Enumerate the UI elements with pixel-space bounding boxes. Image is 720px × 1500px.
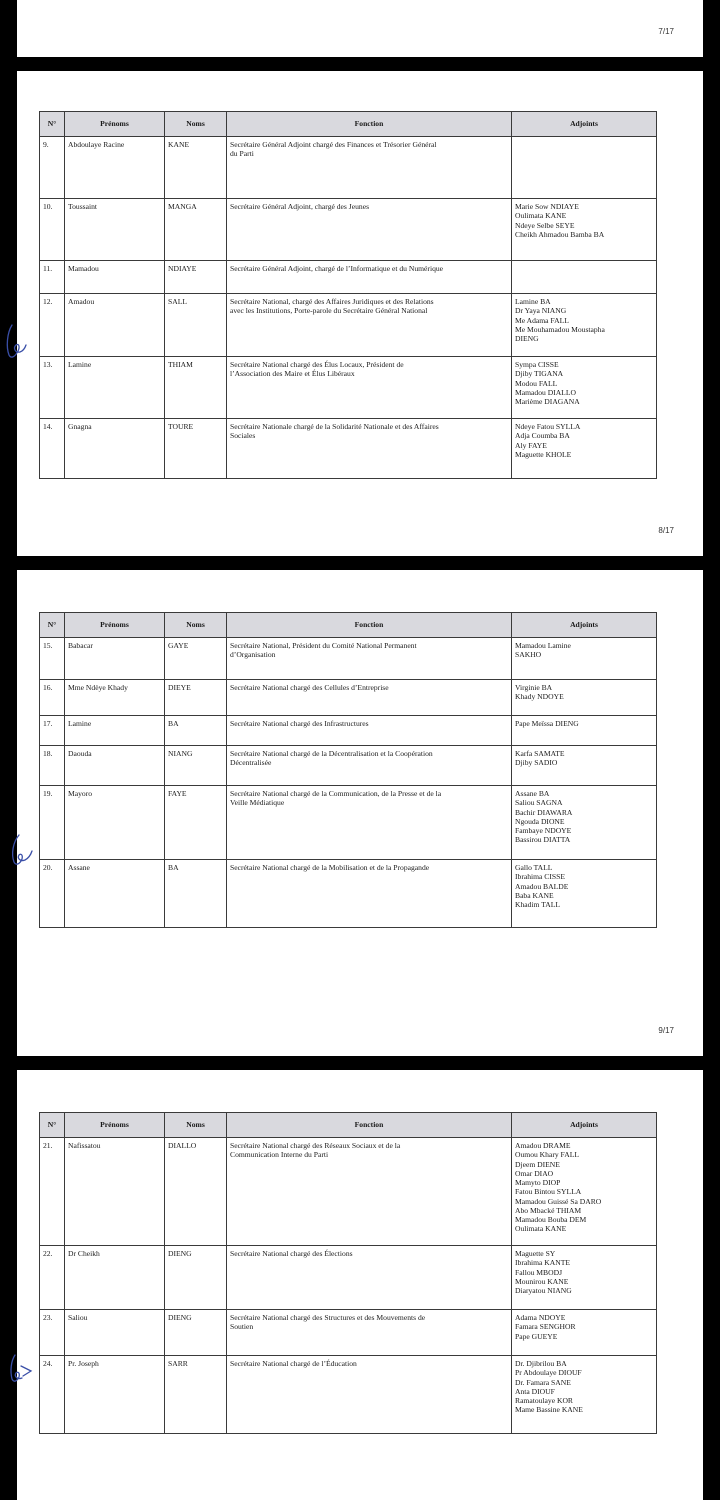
- fonction-line: Décentralisée: [230, 758, 272, 768]
- fonction-line: Secrétaire National chargé de l’Éducation: [230, 1359, 357, 1368]
- table-row: [40, 860, 657, 928]
- row-adjoints: [512, 746, 657, 786]
- row-number: 10.: [40, 199, 65, 261]
- header-fonction: Fonction: [227, 613, 512, 638]
- row-fonction: [227, 294, 512, 357]
- row-adjoints: [512, 1246, 657, 1310]
- row-number: 9.: [40, 137, 65, 199]
- row-fonction: [227, 1356, 512, 1434]
- fonction-line: Secrétaire National chargé des Cellules d’Entreprise: [230, 683, 389, 692]
- adjoint-name: Pr Abdoulaye DIOUF: [515, 1368, 582, 1378]
- fonction-line: Secrétaire Général Adjoint, chargé des Jeunes: [230, 202, 370, 211]
- row-nom: NIANG: [165, 746, 227, 786]
- row-prenom: Mme Ndèye Khady: [65, 680, 165, 716]
- row-number: 11.: [40, 261, 65, 294]
- adjoint-name: Mamadou Lamine: [515, 641, 571, 650]
- adjoint-name: Ramatoulaye KOR: [515, 1396, 573, 1405]
- adjoint-name: Khadim TALL: [515, 900, 561, 909]
- row-prenom: Nafissatou: [65, 1138, 165, 1246]
- row-fonction: [227, 261, 512, 294]
- adjoint-name: Me Mouhamadou Moustapha: [515, 324, 605, 334]
- table-row: [40, 680, 657, 716]
- row-prenom: Assane: [65, 860, 165, 928]
- row-nom: SARR: [165, 1356, 227, 1434]
- row-adjoints: [512, 357, 657, 419]
- fonction-line: Soutien: [230, 1322, 254, 1332]
- fonction-line: Secrétaire National chargé de la Décentralisation et la Coopération: [230, 749, 433, 758]
- row-adjoints: [512, 137, 657, 199]
- adjoint-name: Adama NDOYE: [515, 1313, 566, 1322]
- adjoint-name: Virginie BA: [515, 683, 553, 692]
- row-adjoints: [512, 786, 657, 860]
- row-adjoints: [512, 294, 657, 357]
- adjoint-name: Dr. Famara SANE: [515, 1377, 571, 1387]
- header-prenoms: Prénoms: [65, 613, 165, 638]
- page-number: 8/17: [658, 526, 674, 535]
- row-number: 12.: [40, 294, 65, 357]
- adjoint-name: Amadou BALDE: [515, 881, 569, 891]
- fonction-line: l’Association des Maire et Élus Libéraux: [230, 369, 355, 379]
- row-prenom: Saliou: [65, 1310, 165, 1356]
- row-nom: FAYE: [165, 786, 227, 860]
- row-prenom: Dr Cheikh: [65, 1246, 165, 1310]
- header-adjoints: Adjoints: [512, 112, 657, 137]
- adjoint-name: Marième DIAGANA: [515, 397, 580, 406]
- adjoint-name: Mamadou DIALLO: [515, 387, 576, 397]
- adjoint-name: Maguette KHOLE: [515, 449, 572, 459]
- fonction-line: Secrétaire National chargé de la Mobilisation et de la Propagande: [230, 863, 430, 872]
- adjoint-name: Bassirou DIATTA: [515, 835, 571, 845]
- table-row: [40, 294, 657, 357]
- row-adjoints: [512, 860, 657, 928]
- adjoint-name: Adja Coumba BA: [515, 431, 570, 441]
- fonction-line: Secrétaire National chargé des Réseaux Sociaux et de la: [230, 1141, 401, 1150]
- row-adjoints: [512, 716, 657, 746]
- header-adjoints: Adjoints: [512, 613, 657, 638]
- document-page: [17, 0, 703, 57]
- row-prenom: Toussaint: [65, 199, 165, 261]
- adjoint-name: Fambaye NDOYE: [515, 826, 572, 835]
- adjoint-name: Oulimata KANE: [515, 211, 567, 221]
- fonction-line: Secrétaire National chargé de la Communication, de la Presse et de la: [230, 789, 442, 798]
- row-prenom: Gnagna: [65, 419, 165, 479]
- adjoint-name: Karfa SAMATE: [515, 749, 565, 758]
- table-header-row: [40, 112, 657, 137]
- row-number: 21.: [40, 1138, 65, 1246]
- adjoint-name: Sympa CISSE: [515, 360, 559, 369]
- initials-signature: [3, 321, 29, 361]
- adjoint-name: Bachir DIAWARA: [515, 807, 573, 817]
- adjoint-name: Gallo TALL: [515, 863, 553, 872]
- header-prenoms: Prénoms: [65, 112, 165, 137]
- row-nom: THIAM: [165, 357, 227, 419]
- adjoint-name: Me Adama FALL: [515, 315, 569, 325]
- table-row: [40, 746, 657, 786]
- adjoint-name: Marie Sow NDIAYE: [515, 202, 579, 211]
- fonction-line: Secrétaire National chargé des Structures et des Mouvements de: [230, 1313, 426, 1322]
- row-nom: BA: [165, 716, 227, 746]
- header-adjoints: Adjoints: [512, 1113, 657, 1138]
- header-fonction: Fonction: [227, 112, 512, 137]
- adjoint-name: Assane BA: [515, 789, 550, 798]
- row-nom: GAYE: [165, 638, 227, 680]
- table-row: [40, 638, 657, 680]
- document-page: [17, 1070, 703, 1500]
- row-number: 18.: [40, 746, 65, 786]
- table-header-row: [40, 1113, 657, 1138]
- header-noms: Noms: [165, 1113, 227, 1138]
- adjoint-name: Mame Bassine KANE: [515, 1405, 583, 1415]
- fonction-line: Communication Interne du Parti: [230, 1150, 329, 1160]
- row-nom: DIENG: [165, 1246, 227, 1310]
- adjoint-name: Oulimata KANE: [515, 1224, 567, 1234]
- adjoint-name: DIENG: [515, 334, 539, 343]
- document-page: [17, 570, 703, 1056]
- row-adjoints: [512, 1356, 657, 1434]
- row-prenom: Lamine: [65, 357, 165, 419]
- header-number: N°: [40, 112, 65, 137]
- adjoint-name: Djeem DIENE: [515, 1159, 560, 1169]
- fonction-line: Secrétaire Général Adjoint, chargé de l’Informatique et du Numérique: [230, 264, 444, 273]
- row-prenom: Abdoulaye Racine: [65, 137, 165, 199]
- adjoint-name: Dr. Djibrilou BA: [515, 1359, 567, 1368]
- adjoint-name: Ndeye Selbe SEYE: [515, 220, 575, 230]
- row-number: 22.: [40, 1246, 65, 1310]
- row-number: 19.: [40, 786, 65, 860]
- table-row: [40, 786, 657, 860]
- initials-signature: [7, 832, 35, 868]
- adjoint-name: Ndeye Fatou SYLLA: [515, 422, 581, 431]
- adjoint-name: Fallou MBODJ: [515, 1267, 563, 1277]
- fonction-line: Secrétaire National, Président du Comité National Permanent: [230, 641, 417, 650]
- adjoint-name: Amadou DRAME: [515, 1141, 571, 1150]
- row-number: 20.: [40, 860, 65, 928]
- adjoint-name: Anta DIOUF: [515, 1386, 555, 1396]
- row-nom: NDIAYE: [165, 261, 227, 294]
- adjoint-name: Saliou SAGNA: [515, 798, 563, 808]
- fonction-line: Veille Médiatique: [230, 798, 285, 808]
- table-row: [40, 1356, 657, 1434]
- row-fonction: [227, 860, 512, 928]
- row-nom: SALL: [165, 294, 227, 357]
- row-fonction: [227, 1310, 512, 1356]
- table-row: [40, 1138, 657, 1246]
- officials-table: [39, 612, 657, 928]
- initials-signature: [5, 1352, 35, 1386]
- adjoint-name: SAKHO: [515, 650, 542, 660]
- adjoint-name: Omar DIAO: [515, 1168, 554, 1178]
- adjoint-name: Baba KANE: [515, 890, 554, 900]
- table-row: [40, 199, 657, 261]
- fonction-line: Sociales: [230, 431, 256, 441]
- adjoint-name: Ibrahima CISSE: [515, 872, 565, 882]
- adjoint-name: Pape GUEYE: [515, 1331, 558, 1341]
- adjoint-name: Khady NDOYE: [515, 692, 564, 702]
- row-fonction: [227, 357, 512, 419]
- row-fonction: [227, 786, 512, 860]
- fonction-line: Secrétaire National chargé des Élus Locaux, Président de: [230, 360, 404, 369]
- row-fonction: [227, 199, 512, 261]
- header-number: N°: [40, 613, 65, 638]
- row-adjoints: [512, 419, 657, 479]
- adjoint-name: Pape Meïssa DIENG: [515, 719, 579, 728]
- row-adjoints: [512, 1310, 657, 1356]
- adjoint-name: Ngouda DIONE: [515, 816, 565, 826]
- row-fonction: [227, 419, 512, 479]
- row-fonction: [227, 716, 512, 746]
- fonction-line: Secrétaire Général Adjoint chargé des Finances et Trésorier Général: [230, 140, 437, 149]
- row-nom: KANE: [165, 137, 227, 199]
- row-number: 13.: [40, 357, 65, 419]
- row-nom: MANGA: [165, 199, 227, 261]
- adjoint-name: Mamadou Guissé Sa DARO: [515, 1196, 602, 1206]
- adjoint-name: Mamadou Bouba DEM: [515, 1215, 587, 1224]
- adjoint-name: Modou FALL: [515, 378, 558, 388]
- row-adjoints: [512, 1138, 657, 1246]
- row-prenom: Amadou: [65, 294, 165, 357]
- fonction-line: Secrétaire National chargé des Élections: [230, 1249, 353, 1258]
- row-fonction: [227, 1246, 512, 1310]
- adjoint-name: Mounirou KANE: [515, 1276, 569, 1286]
- row-prenom: Mamadou: [65, 261, 165, 294]
- table-row: [40, 137, 657, 199]
- fonction-line: du Parti: [230, 149, 254, 159]
- header-noms: Noms: [165, 112, 227, 137]
- adjoint-name: Lamine BA: [515, 297, 551, 306]
- table-header-row: [40, 613, 657, 638]
- adjoint-name: Famara SENGHOR: [515, 1322, 576, 1332]
- header-number: N°: [40, 1113, 65, 1138]
- table-row: [40, 261, 657, 294]
- fonction-line: d’Organisation: [230, 650, 276, 660]
- table-row: [40, 357, 657, 419]
- adjoint-name: Oumou Khary FALL: [515, 1150, 579, 1160]
- row-prenom: Mayoro: [65, 786, 165, 860]
- row-adjoints: [512, 638, 657, 680]
- row-prenom: Daouda: [65, 746, 165, 786]
- row-fonction: [227, 680, 512, 716]
- table-row: [40, 419, 657, 479]
- row-nom: DIALLO: [165, 1138, 227, 1246]
- page-number: 9/17: [658, 1026, 674, 1035]
- table-row: [40, 716, 657, 746]
- fonction-line: Secrétaire National, chargé des Affaires Juridiques et des Relations: [230, 297, 434, 306]
- row-number: 24.: [40, 1356, 65, 1434]
- row-number: 17.: [40, 716, 65, 746]
- adjoint-name: Mamyto DIOP: [515, 1178, 561, 1187]
- officials-table: [39, 1112, 657, 1434]
- fonction-line: Secrétaire Nationale chargé de la Solidarité Nationale et des Affaires: [230, 422, 439, 431]
- row-fonction: [227, 746, 512, 786]
- row-number: 23.: [40, 1310, 65, 1356]
- row-number: 15.: [40, 638, 65, 680]
- document-page: [17, 71, 703, 556]
- fonction-line: avec les Institutions, Porte-parole du Secrétaire Général National: [230, 306, 428, 316]
- header-noms: Noms: [165, 613, 227, 638]
- header-fonction: Fonction: [227, 1113, 512, 1138]
- officials-table: [39, 111, 657, 479]
- fonction-line: Secrétaire National chargé des Infrastructures: [230, 719, 369, 728]
- row-adjoints: [512, 261, 657, 294]
- row-number: 14.: [40, 419, 65, 479]
- header-prenoms: Prénoms: [65, 1113, 165, 1138]
- row-adjoints: [512, 199, 657, 261]
- adjoint-name: Djiby SADIO: [515, 758, 558, 768]
- row-fonction: [227, 638, 512, 680]
- row-fonction: [227, 137, 512, 199]
- row-prenom: Babacar: [65, 638, 165, 680]
- row-number: 16.: [40, 680, 65, 716]
- row-prenom: Pr. Joseph: [65, 1356, 165, 1434]
- page-number: 7/17: [658, 27, 674, 36]
- adjoint-name: Aly FAYE: [515, 440, 547, 450]
- adjoint-name: Djiby TIGANA: [515, 369, 564, 379]
- row-nom: BA: [165, 860, 227, 928]
- row-prenom: Lamine: [65, 716, 165, 746]
- row-nom: DIEYE: [165, 680, 227, 716]
- adjoint-name: Fatou Bintou SYLLA: [515, 1187, 582, 1197]
- table-row: [40, 1246, 657, 1310]
- adjoint-name: Maguette SY: [515, 1249, 556, 1258]
- row-nom: TOURE: [165, 419, 227, 479]
- adjoint-name: Abo Mbacké THIAM: [515, 1205, 582, 1215]
- adjoint-name: Dr Yaya NIANG: [515, 306, 567, 316]
- row-fonction: [227, 1138, 512, 1246]
- adjoint-name: Cheikh Ahmadou Bamba BA: [515, 229, 605, 239]
- table-row: [40, 1310, 657, 1356]
- row-nom: DIENG: [165, 1310, 227, 1356]
- adjoint-name: Ibrahima KANTE: [515, 1258, 571, 1268]
- row-adjoints: [512, 680, 657, 716]
- adjoint-name: Diaryatou NIANG: [515, 1286, 572, 1295]
